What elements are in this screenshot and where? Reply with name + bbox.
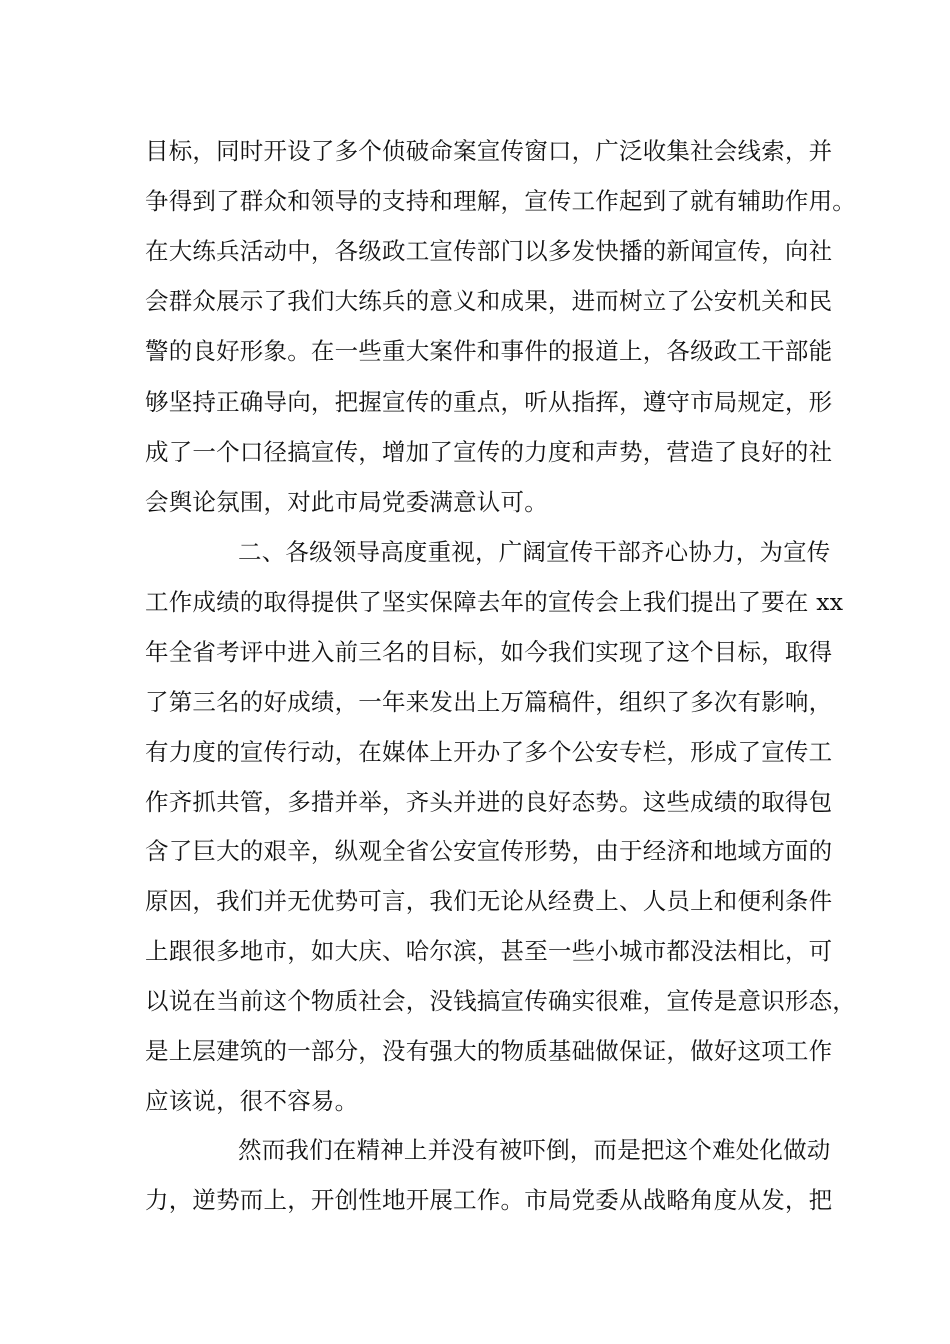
text-line: 原因，我们并无优势可言，我们无论从经费上、人员上和便利条件 [145, 887, 833, 915]
text-line: 是上层建筑的一部分，没有强大的物质基础做保证，做好这项工作 [145, 1037, 833, 1065]
text-line: 上跟很多地市，如大庆、哈尔滨，甚至一些小城市都没法相比，可 [145, 937, 833, 965]
text-line: 够坚持正确导向，把握宣传的重点，听从指挥，遵守市局规定，形 [145, 388, 833, 416]
text-line: 年全省考评中进入前三名的目标，如今我们实现了这个目标，取得 [145, 638, 833, 666]
text-line: 成了一个口径搞宣传，增加了宣传的力度和声势，营造了良好的社 [145, 438, 833, 466]
text-line: 工作成绩的取得提供了坚实保障去年的宣传会上我们提出了要在 xx [145, 588, 844, 616]
text-line: 含了巨大的艰辛，纵观全省公安宣传形势，由于经济和地域方面的 [145, 837, 833, 865]
text-line: 会舆论氛围，对此市局党委满意认可。 [145, 488, 548, 516]
text-line: 作齐抓共管，多措并举，齐头并进的良好态势。这些成绩的取得包 [145, 788, 833, 816]
text-line: 在大练兵活动中，各级政工宣传部门以多发快播的新闻宣传，向社 [145, 237, 833, 265]
text-line: 以说在当前这个物质社会，没钱搞宣传确实很难，宣传是意识形态， [145, 987, 856, 1015]
text-line: 力，逆势而上，开创性地开展工作。市局党委从战略角度从发，把 [145, 1186, 833, 1214]
text-line: 了第三名的好成绩，一年来发出上万篇稿件，组织了多次有影响， [145, 688, 833, 716]
text-line: 警的良好形象。在一些重大案件和事件的报道上，各级政工干部能 [145, 337, 833, 365]
text-line: 会群众展示了我们大练兵的意义和成果，进而树立了公安机关和民 [145, 287, 833, 315]
paragraph-start: 然而我们在精神上并没有被吓倒，而是把这个难处化做动 [238, 1136, 831, 1164]
text-line: 争得到了群众和领导的支持和理解，宣传工作起到了就有辅助作用。 [145, 187, 856, 215]
text-line: 目标，同时开设了多个侦破命案宣传窗口，广泛收集社会线索，并 [145, 137, 833, 165]
text-line: 应该说，很不容易。 [145, 1087, 359, 1115]
paragraph-heading: 二、各级领导高度重视，广阔宣传干部齐心协力，为宣传 [238, 538, 831, 566]
text-line: 有力度的宣传行动，在媒体上开办了多个公安专栏，形成了宣传工 [145, 738, 833, 766]
